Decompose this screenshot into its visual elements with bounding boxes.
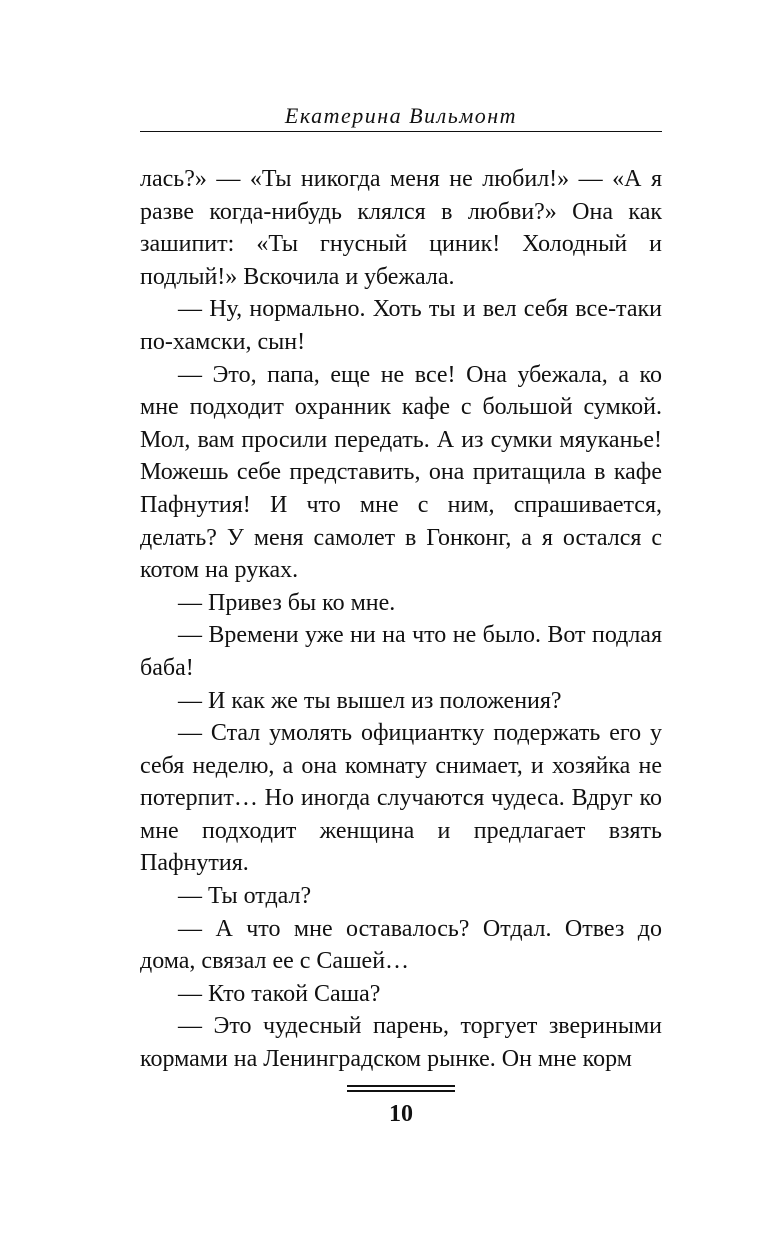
paragraph: — И как же ты вышел из положения?	[178, 687, 562, 714]
page-number: 10	[389, 1101, 413, 1127]
paragraph: — Стал умолять официантку подержать его у себя неделю, а она комнату снимает, и хозяйка не потерпит… Но иногда случаются чудеса. Вдруг ко мне подходит женщина и предлагает взять Пафнутия.	[140, 720, 662, 877]
footer-divider	[347, 1085, 455, 1095]
footer-rule-line	[347, 1090, 455, 1092]
paragraph: — Это чудесный парень, торгует звериными кормами на Ленинградском рынке. Он мне корм	[140, 1013, 662, 1073]
header-divider	[140, 131, 662, 132]
paragraph: — Кто такой Саша?	[178, 980, 381, 1007]
paragraph: — Привез бы ко мне.	[178, 589, 396, 616]
footer-rule-line	[347, 1085, 455, 1087]
paragraph: — Это, папа, еще не все! Она убежала, а ко мне подходит охранник кафе с большой сумкой. Мол, вам просили передать. А из сумки мяуканье! Можешь себе представить, она притащила в кафе Пафнутия! И что мне с ним, спрашивается, делать? У меня самолет в Гонконг, а я остался с котом на руках.	[140, 361, 662, 584]
paragraph: — Ну, нормально. Хоть ты и вел себя все-таки по-хамски, сын!	[140, 296, 662, 355]
body-text	[140, 163, 662, 1076]
paragraph: — Времени уже ни на что не было. Вот подлая баба!	[140, 622, 662, 681]
paragraph: — А что мне оставалось? Отдал. Отвез до дома, связал ее с Сашей…	[140, 915, 662, 975]
paragraph: лась?» — «Ты никогда меня не любил!» — «А я разве когда-нибудь клялся в любви?» Она как зашипит: «Ты гнусный циник! Холодный и подлый!» Вскочила и убежала.	[140, 166, 662, 290]
running-head: Екатерина Вильмонт	[284, 103, 518, 128]
paragraph: — Ты отдал?	[178, 883, 312, 910]
